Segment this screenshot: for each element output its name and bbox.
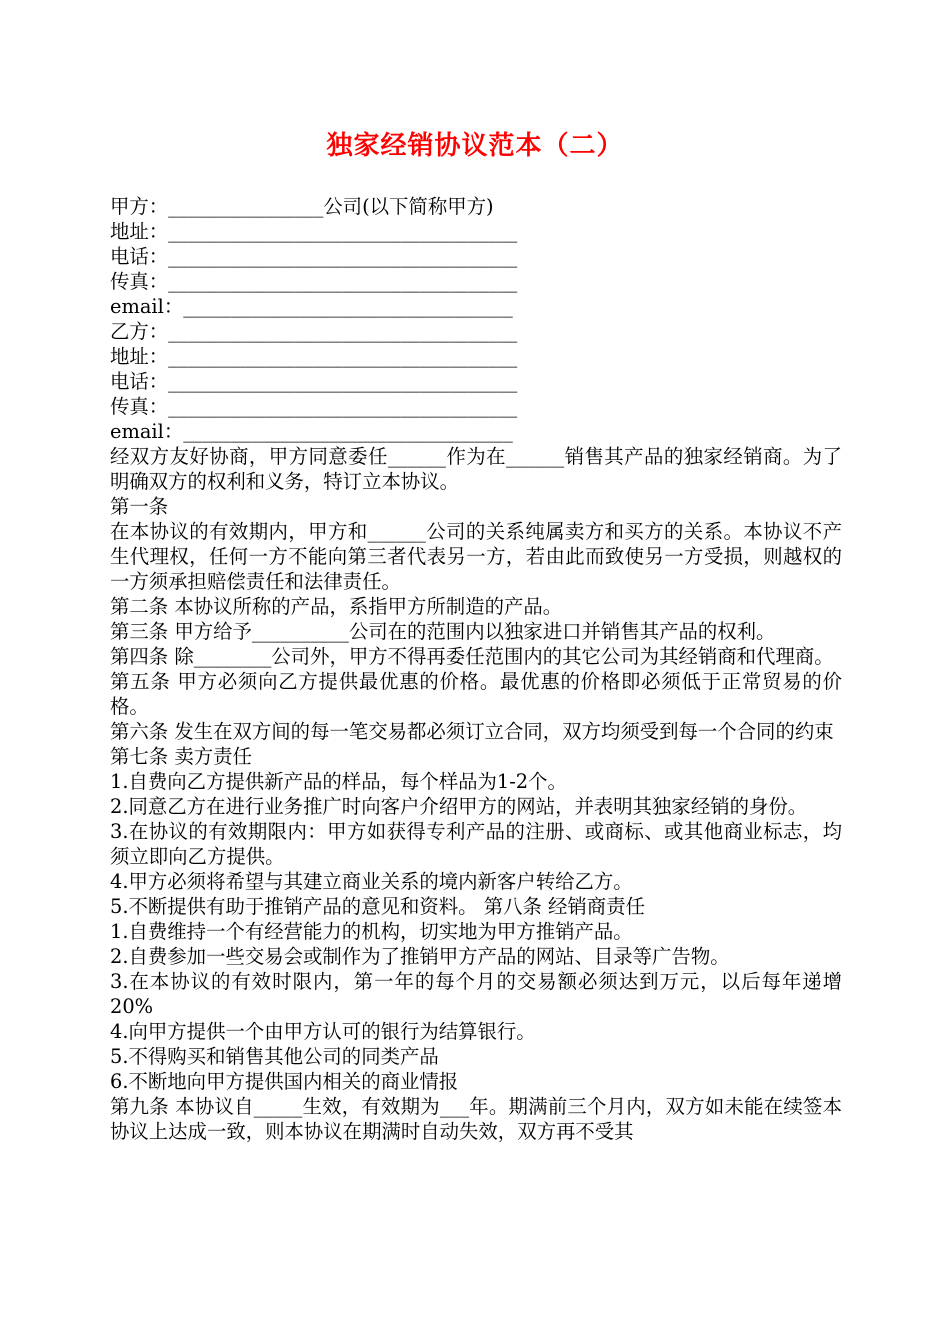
field-blank: ____________________________________ [168,370,518,393]
field-label: email： [110,295,184,318]
field-label: email： [110,420,184,443]
field-label: 地址： [110,220,169,243]
field-address-b [110,344,842,369]
article-2: 第二条 本协议所称的产品，系指甲方所制造的产品。 [110,595,563,618]
list-item: 4.甲方必须将希望与其建立商业关系的境内新客户转给乙方。 [110,870,633,893]
field-address-a [110,219,842,244]
list-item: 1.自费维持一个有经营能力的机构，切实地为甲方推销产品。 [110,920,633,943]
field-fax-a [110,269,842,294]
field-fax-b [110,394,842,419]
field-suffix: 公司(以下简称甲方) [323,195,494,218]
field-blank: ____________________________________ [168,395,518,418]
document-body [110,194,842,1144]
article-1-text: 在本协议的有效期内，甲方和______公司的关系纯属卖方和买方的关系。本协议不产生代理权，任何一方不能向第三者代表另一方，若由此而致使另一方受损，则越权的一方须承担赔偿责任和法律责任。 [110,520,842,593]
article-1-heading: 第一条 [110,495,169,518]
field-phone-a [110,244,842,269]
field-party-a [110,194,842,219]
field-label: 传真： [110,395,169,418]
paragraph-intro: 经双方友好协商，甲方同意委任______作为在______销售其产品的独家经销商。为了明确双方的权利和义务，特订立本协议。 [110,445,842,493]
field-blank: ____________________________________ [168,345,518,368]
field-phone-b [110,369,842,394]
article-7-heading: 第七条 卖方责任 [110,745,252,768]
list-item: 4.向甲方提供一个由甲方认可的银行为结算银行。 [110,1020,536,1043]
field-label: 甲方： [110,195,169,218]
field-label: 电话： [110,245,169,268]
list-item: 2.同意乙方在进行业务推广时向客户介绍甲方的网站，并表明其独家经销的身份。 [110,795,808,818]
field-label: 传真： [110,270,169,293]
article-5: 第五条 甲方必须向乙方提供最优惠的价格。最优惠的价格即必须低于正常贸易的价格。 [110,670,842,718]
article-9: 第九条 本协议自_____生效，有效期为___年。期满前三个月内，双方如未能在续签本协议上达成一致，则本协议在期满时自动失效，双方再不受其 [110,1095,842,1143]
field-blank: __________________________________ [183,295,513,318]
document-title: 独家经销协议范本（二） [326,131,624,161]
field-blank: ____________________________________ [168,270,518,293]
field-blank: ____________________________________ [168,220,518,243]
field-email-b [110,419,842,444]
field-blank: ____________________________________ [168,245,518,268]
field-party-b [110,319,842,344]
field-blank: ____________________________________ [168,320,518,343]
list-item: 3.在协议的有效期限内：甲方如获得专利产品的注册、或商标、或其他商业标志，均须立即向乙方提供。 [110,820,842,868]
article-6: 第六条 发生在双方间的每一笔交易都必须订立合同，双方均须受到每一个合同的约束 [110,720,834,743]
list-item: 3.在本协议的有效时限内，第一年的每个月的交易额必须达到万元，以后每年递增20% [110,970,842,1018]
field-blank: ________________ [168,195,324,218]
article-4: 第四条 除________公司外，甲方不得再委任范围内的其它公司为其经销商和代理商。 [110,645,834,668]
field-blank: __________________________________ [183,420,513,443]
article-3: 第三条 甲方给予__________公司在的范围内以独家进口并销售其产品的权利。 [110,620,776,643]
list-item: 2.自费参加一些交易会或制作为了推销甲方产品的网站、目录等广告物。 [110,945,730,968]
list-item: 5.不断提供有助于推销产品的意见和资料。 第八条 经销商责任 [110,895,645,918]
field-label: 电话： [110,370,169,393]
list-item: 6.不断地向甲方提供国内相关的商业情报 [110,1070,459,1093]
list-item: 1.自费向乙方提供新产品的样品，每个样品为1-2个。 [110,770,567,793]
field-label: 地址： [110,345,169,368]
field-label: 乙方： [110,320,169,343]
list-item: 5.不得购买和销售其他公司的同类产品 [110,1045,439,1068]
field-email-a [110,294,842,319]
